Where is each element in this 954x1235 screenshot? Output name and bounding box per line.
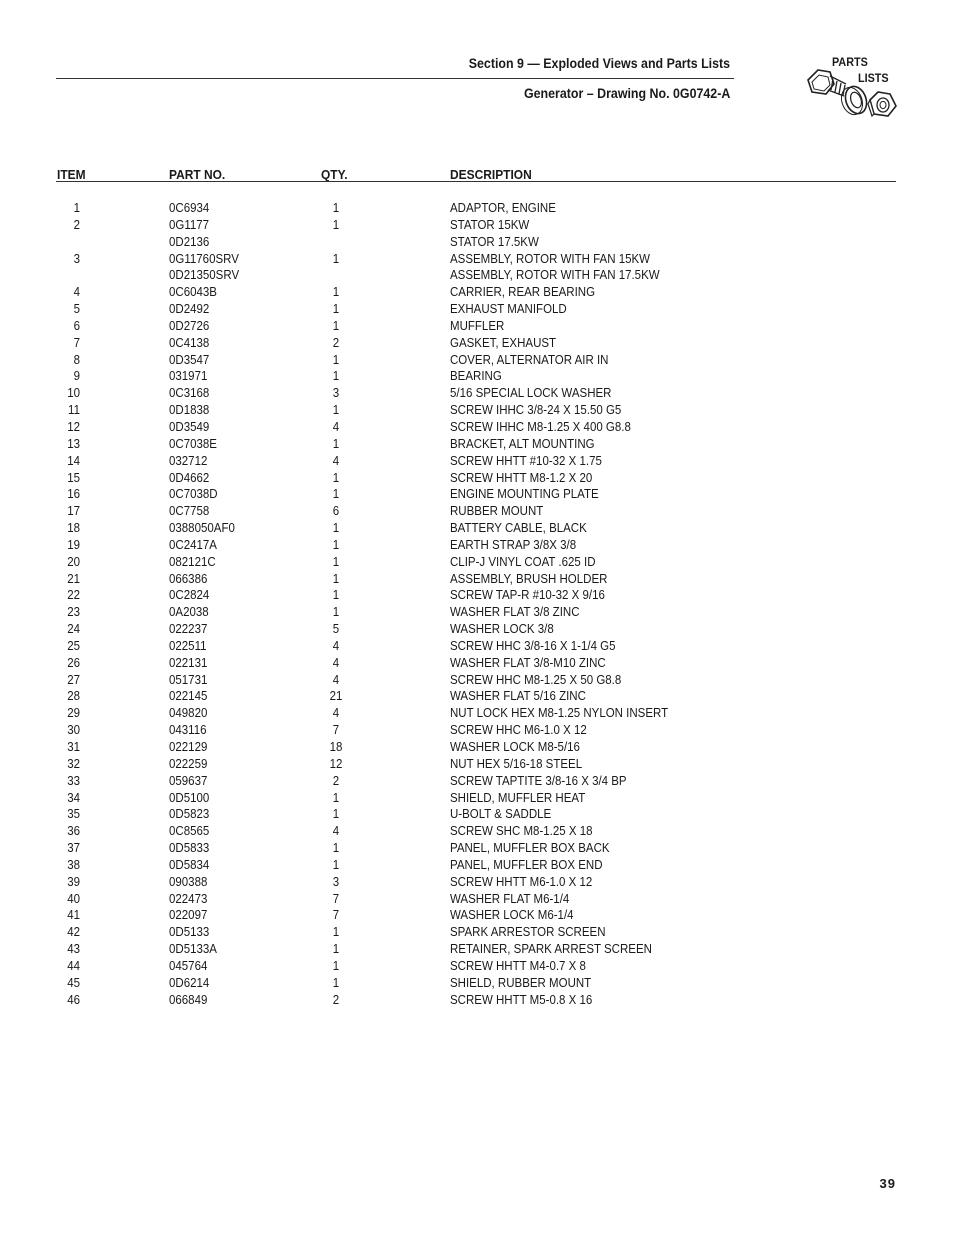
item-number: 43	[67, 942, 80, 957]
part-number: 0C6043B	[169, 285, 217, 300]
table-row	[0, 757, 954, 774]
table-row	[0, 336, 954, 353]
description: SCREW HHC M8-1.25 X 50 G8.8	[450, 672, 622, 687]
quantity: 2	[332, 773, 340, 788]
part-number: 0D6214	[169, 975, 210, 990]
table-row	[0, 302, 954, 319]
table-body	[0, 201, 954, 1010]
item-number: 13	[67, 436, 80, 451]
item-number: 37	[67, 841, 80, 856]
quantity: 1	[332, 369, 340, 384]
description: SCREW HHC 3/8-16 X 1-1/4 G5	[450, 638, 616, 653]
part-number: 0D2492	[169, 302, 210, 317]
description: WASHER LOCK 3/8	[450, 622, 554, 637]
part-number: 0D3547	[169, 352, 210, 367]
description: SCREW HHTT M5-0.8 X 16	[450, 992, 593, 1007]
description: ADAPTOR, ENGINE	[450, 201, 556, 215]
part-number: 0C7038E	[169, 436, 217, 451]
quantity: 21	[329, 689, 343, 704]
table-row	[0, 369, 954, 386]
item-number: 33	[67, 773, 80, 788]
table-row	[0, 572, 954, 589]
table-row	[0, 538, 954, 555]
quantity: 1	[332, 352, 340, 367]
part-number: 090388	[169, 874, 208, 889]
column-header-item: ITEM	[57, 167, 86, 182]
description: EXHAUST MANIFOLD	[450, 302, 567, 317]
table-row	[0, 420, 954, 437]
item-number: 18	[67, 521, 80, 536]
quantity: 4	[332, 655, 340, 670]
item-number: 3	[73, 251, 80, 266]
table-row	[0, 976, 954, 993]
description: STATOR 15KW	[450, 217, 530, 232]
part-number: 0A2038	[169, 605, 209, 620]
item-number: 5	[73, 302, 80, 317]
part-number: 0D5133A	[169, 942, 217, 957]
quantity: 12	[329, 756, 343, 771]
description: WASHER FLAT 3/8 ZINC	[450, 605, 580, 620]
item-number: 6	[73, 318, 80, 333]
description: RETAINER, SPARK ARREST SCREEN	[450, 942, 652, 957]
quantity: 1	[332, 958, 340, 973]
part-number: 0D21350SRV	[169, 268, 240, 283]
item-number: 29	[67, 706, 80, 721]
item-number: 34	[67, 790, 80, 805]
description: SCREW HHTT M6-1.0 X 12	[450, 874, 593, 889]
part-number: 043116	[169, 723, 207, 738]
part-number: 031971	[169, 369, 208, 384]
description: SCREW TAP-R #10-32 X 9/16	[450, 588, 605, 603]
item-number: 45	[67, 975, 80, 990]
table-row	[0, 740, 954, 757]
item-number: 44	[67, 958, 80, 973]
description: SCREW IHHC 3/8-24 X 15.50 G5	[450, 403, 622, 418]
item-number: 39	[67, 874, 80, 889]
item-number: 41	[67, 908, 80, 923]
description: CARRIER, REAR BEARING	[450, 285, 596, 300]
part-number: 0388050AF0	[169, 521, 235, 536]
table-row	[0, 656, 954, 673]
part-number: 0C3168	[169, 386, 210, 401]
part-number: 0D3549	[169, 419, 210, 434]
table-row	[0, 841, 954, 858]
part-number: 0C7758	[169, 504, 210, 519]
item-number: 7	[73, 335, 80, 350]
item-number: 1	[73, 201, 80, 215]
table-row	[0, 791, 954, 808]
quantity: 1	[332, 537, 340, 552]
part-number: 0G1177	[169, 217, 210, 232]
quantity: 1	[332, 217, 340, 232]
item-number: 38	[67, 857, 80, 872]
description: SCREW HHC M6-1.0 X 12	[450, 723, 587, 738]
item-number: 26	[67, 655, 80, 670]
quantity: 4	[332, 672, 340, 687]
description: SHIELD, MUFFLER HEAT	[450, 790, 586, 805]
drawing-title: Generator – Drawing No. 0G0742-A	[523, 86, 730, 101]
table-row	[0, 942, 954, 959]
part-number: 051731	[169, 672, 208, 687]
part-number: 0C8565	[169, 824, 210, 839]
item-number: 14	[67, 453, 80, 468]
item-number: 28	[67, 689, 80, 704]
item-number: 10	[67, 386, 80, 401]
part-number: 045764	[169, 958, 208, 973]
part-number: 066849	[169, 992, 208, 1007]
description: RUBBER MOUNT	[450, 504, 544, 519]
description: U-BOLT & SADDLE	[450, 807, 552, 822]
quantity: 1	[332, 318, 340, 333]
table-row	[0, 892, 954, 909]
part-number: 0C6934	[169, 201, 210, 215]
description: MUFFLER	[450, 318, 505, 333]
description: SCREW IHHC M8-1.25 X 400 G8.8	[450, 419, 631, 434]
item-number: 46	[67, 992, 80, 1007]
description: ASSEMBLY, ROTOR WITH FAN 17.5KW	[450, 268, 660, 283]
item-number: 16	[67, 487, 80, 502]
table-row	[0, 386, 954, 403]
table-row	[0, 471, 954, 488]
part-number: 049820	[169, 706, 208, 721]
item-number: 12	[67, 419, 80, 434]
item-number: 9	[73, 369, 80, 384]
quantity: 4	[332, 638, 340, 653]
part-number: 022237	[169, 622, 208, 637]
quantity: 1	[332, 403, 340, 418]
description: NUT LOCK HEX M8-1.25 NYLON INSERT	[450, 706, 669, 721]
table-row	[0, 588, 954, 605]
table-row	[0, 706, 954, 723]
part-number: 0D1838	[169, 403, 210, 418]
part-number: 022097	[169, 908, 208, 923]
description: EARTH STRAP 3/8X 3/8	[450, 537, 577, 552]
table-header-divider	[56, 181, 896, 182]
description: PANEL, MUFFLER BOX BACK	[450, 841, 610, 856]
quantity: 7	[332, 723, 340, 738]
description: SHIELD, RUBBER MOUNT	[450, 975, 592, 990]
table-row	[0, 908, 954, 925]
item-number: 42	[67, 925, 80, 940]
quantity: 1	[332, 487, 340, 502]
quantity: 1	[332, 521, 340, 536]
quantity: 1	[332, 436, 340, 451]
table-row	[0, 875, 954, 892]
description: ASSEMBLY, ROTOR WITH FAN 15KW	[450, 251, 651, 266]
quantity: 3	[332, 386, 340, 401]
table-row	[0, 487, 954, 504]
description: WASHER FLAT 5/16 ZINC	[450, 689, 586, 704]
part-number: 022129	[169, 740, 208, 754]
item-number: 25	[67, 638, 80, 653]
item-number: 21	[67, 571, 80, 586]
description: ENGINE MOUNTING PLATE	[450, 487, 599, 502]
part-number: 082121C	[169, 554, 216, 569]
table-row	[0, 774, 954, 791]
table-row	[0, 807, 954, 824]
item-number: 17	[67, 504, 80, 519]
part-number: 059637	[169, 773, 208, 788]
description: PANEL, MUFFLER BOX END	[450, 857, 603, 872]
part-number: 0D5823	[169, 807, 210, 822]
description: COVER, ALTERNATOR AIR IN	[450, 352, 609, 367]
item-number: 30	[67, 723, 80, 738]
table-row	[0, 319, 954, 336]
parts-lists-badge	[800, 52, 900, 132]
table-row	[0, 437, 954, 454]
part-number: 0G11760SRV	[169, 251, 239, 266]
quantity: 1	[332, 571, 340, 586]
column-header-part-no: PART NO.	[169, 167, 226, 182]
quantity: 4	[332, 824, 340, 839]
description: SCREW SHC M8-1.25 X 18	[450, 824, 593, 839]
table-row	[0, 201, 954, 218]
item-number: 19	[67, 537, 80, 552]
table-row	[0, 555, 954, 572]
table-row	[0, 285, 954, 302]
item-number: 15	[67, 470, 80, 485]
part-number: 0C2824	[169, 588, 210, 603]
quantity: 1	[332, 470, 340, 485]
table-row	[0, 353, 954, 370]
table-row	[0, 504, 954, 521]
table-row	[0, 521, 954, 538]
quantity: 4	[332, 706, 340, 721]
quantity: 1	[332, 285, 340, 300]
item-number: 2	[73, 217, 80, 232]
item-number: 40	[67, 891, 80, 906]
part-number: 022511	[169, 638, 207, 653]
description: BRACKET, ALT MOUNTING	[450, 436, 595, 451]
table-row	[0, 454, 954, 471]
part-number: 022259	[169, 756, 208, 771]
quantity: 1	[332, 201, 340, 215]
quantity: 1	[332, 554, 340, 569]
item-number: 27	[67, 672, 80, 687]
item-number: 32	[67, 756, 80, 771]
description: SCREW HHTT M4-0.7 X 8	[450, 958, 586, 973]
quantity: 1	[332, 841, 340, 856]
table-row	[0, 252, 954, 269]
item-number: 11	[68, 403, 80, 418]
item-number: 35	[67, 807, 80, 822]
description: NUT HEX 5/16-18 STEEL	[450, 756, 583, 771]
quantity: 2	[332, 992, 340, 1007]
part-number: 0D5833	[169, 841, 210, 856]
part-number: 022145	[169, 689, 208, 704]
header-divider	[56, 78, 734, 79]
quantity: 2	[332, 335, 340, 350]
description: ASSEMBLY, BRUSH HOLDER	[450, 571, 608, 586]
item-number: 4	[73, 285, 80, 300]
description: 5/16 SPECIAL LOCK WASHER	[450, 386, 612, 401]
item-number: 31	[67, 740, 80, 754]
quantity: 1	[332, 807, 340, 822]
item-number: 22	[67, 588, 80, 603]
table-row	[0, 858, 954, 875]
table-row	[0, 993, 954, 1010]
part-number: 0C4138	[169, 335, 210, 350]
part-number: 0D4662	[169, 470, 210, 485]
description: CLIP-J VINYL COAT .625 ID	[450, 554, 596, 569]
table-row	[0, 959, 954, 976]
table-row	[0, 673, 954, 690]
quantity: 1	[332, 925, 340, 940]
table-row	[0, 824, 954, 841]
description: WASHER LOCK M6-1/4	[450, 908, 574, 923]
table-row	[0, 689, 954, 706]
item-number: 24	[67, 622, 80, 637]
quantity: 1	[332, 588, 340, 603]
quantity: 1	[332, 605, 340, 620]
page-number: 39	[879, 1176, 896, 1191]
quantity: 1	[332, 975, 340, 990]
part-number: 0D2726	[169, 318, 210, 333]
quantity: 1	[332, 302, 340, 317]
table-row	[0, 403, 954, 420]
table-row	[0, 639, 954, 656]
quantity: 4	[332, 419, 340, 434]
quantity: 18	[329, 740, 343, 754]
description: BATTERY CABLE, BLACK	[450, 521, 587, 536]
part-number: 0D5100	[169, 790, 210, 805]
badge-label-lists: LISTS	[858, 71, 889, 85]
quantity: 4	[332, 453, 340, 468]
badge-label-parts: PARTS	[832, 55, 868, 69]
part-number: 032712	[169, 453, 208, 468]
description: WASHER FLAT 3/8-M10 ZINC	[450, 655, 606, 670]
column-header-description: DESCRIPTION	[450, 167, 532, 182]
quantity: 7	[332, 908, 340, 923]
quantity: 3	[332, 874, 340, 889]
description: WASHER LOCK M8-5/16	[450, 740, 580, 754]
table-row	[0, 622, 954, 639]
description: SCREW HHTT #10-32 X 1.75	[450, 453, 602, 468]
part-number: 066386	[169, 571, 208, 586]
description: SCREW TAPTITE 3/8-16 X 3/4 BP	[450, 773, 627, 788]
description: WASHER FLAT M6-1/4	[450, 891, 570, 906]
quantity: 5	[332, 622, 340, 637]
table-row	[0, 235, 954, 252]
part-number: 022473	[169, 891, 208, 906]
table-row	[0, 218, 954, 235]
description: SCREW HHTT M8-1.2 X 20	[450, 470, 593, 485]
item-number: 8	[73, 352, 80, 367]
table-row	[0, 925, 954, 942]
part-number: 0D2136	[169, 234, 210, 249]
item-number: 20	[67, 554, 80, 569]
quantity: 7	[332, 891, 340, 906]
description: GASKET, EXHAUST	[450, 335, 557, 350]
quantity: 1	[332, 251, 340, 266]
part-number: 0D5834	[169, 857, 210, 872]
description: BEARING	[450, 369, 502, 384]
item-number: 23	[67, 605, 80, 620]
quantity: 1	[332, 857, 340, 872]
part-number: 0C7038D	[169, 487, 218, 502]
item-number: 36	[67, 824, 80, 839]
table-row	[0, 723, 954, 740]
table-row	[0, 268, 954, 285]
column-header-qty: QTY.	[321, 167, 348, 182]
quantity: 1	[332, 790, 340, 805]
table-row	[0, 605, 954, 622]
description: SPARK ARRESTOR SCREEN	[450, 925, 606, 940]
quantity: 1	[332, 942, 340, 957]
part-number: 0C2417A	[169, 537, 217, 552]
description: STATOR 17.5KW	[450, 234, 539, 249]
part-number: 022131	[169, 655, 208, 670]
quantity: 6	[332, 504, 340, 519]
part-number: 0D5133	[169, 925, 210, 940]
section-title: Section 9 — Exploded Views and Parts Lists	[468, 56, 730, 71]
